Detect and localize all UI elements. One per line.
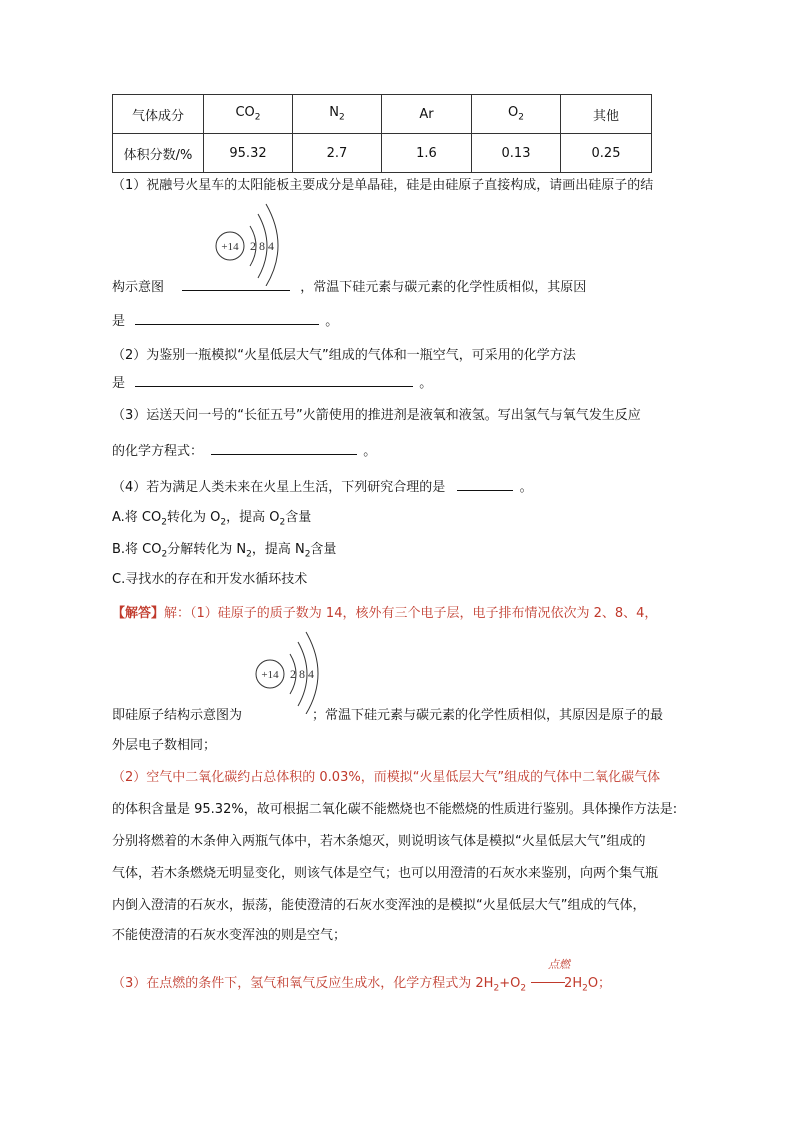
table-cell: 2.7 xyxy=(293,134,382,173)
q2-line1: （2）为鉴别一瓶模拟“火星低层大气”组成的气体和一瓶空气，可采用的化学方法 xyxy=(112,348,576,363)
answer-blank[interactable] xyxy=(211,442,357,455)
table-row xyxy=(113,95,652,134)
answer-p2: 即硅原子结构示意图为 ；常温下硅元素与碳元素的化学性质相似，其原因是原子的最 xyxy=(112,708,664,723)
table-cell: 95.32 xyxy=(204,134,293,173)
reaction-condition: 点燃 xyxy=(548,958,570,971)
atom-shells-label: 2 8 4 xyxy=(250,239,274,253)
q3-line2: 的化学方程式： 。 xyxy=(112,444,377,459)
answer-p3: 外层电子数相同； xyxy=(112,738,217,753)
table-cell: 1.6 xyxy=(382,134,472,173)
answer-p4: （2）空气中二氧化碳约占总体积的 0.03%，而模拟“火星低层大气”组成的气体中二氧化碳气体 xyxy=(112,770,661,785)
q1-line2: 构示意图 ，常温下硅元素与碳元素的化学性质相似，其原因 xyxy=(112,280,587,295)
q4-option-b: B.将 $CO_2$分解转化为 $N_2$，提高 $N_2$含量 xyxy=(112,542,337,560)
atom-shells-label: 2 8 4 xyxy=(290,667,314,681)
table-header-cell: $N_2$ xyxy=(293,95,382,134)
table-cell: 0.25 xyxy=(561,134,652,173)
answer-tag: 【解答】 xyxy=(112,606,165,621)
answer-p1: 【解答】解：（1）硅原子的质子数为 14，核外有三个电子层，电子排布情况依次为 2、8、4， xyxy=(112,606,658,621)
silicon-atom-diagram-question xyxy=(212,202,302,286)
q4-option-c: C.寻找水的存在和开发水循环技术 xyxy=(112,572,308,587)
table-header-cell: 气体成分 xyxy=(113,95,204,134)
q3-line1: （3）运送天问一号的“长征五号”火箭使用的推进剂是液氧和液氢。写出氢气与氧气发生反应 xyxy=(112,408,641,423)
answer-p7: 气体，若木条燃烧无明显变化，则该气体是空气；也可以用澄清的石灰水来鉴别，向两个集气瓶 xyxy=(112,866,659,881)
q4-line1: （4）若为满足人类未来在火星上生活，下列研究合理的是 。 xyxy=(112,480,533,495)
silicon-atom-diagram-answer xyxy=(252,630,342,714)
gas-composition-table xyxy=(112,94,652,173)
q1-line3: 是 。 xyxy=(112,314,339,329)
table-header-cell: 其他 xyxy=(561,95,652,134)
answer-blank[interactable] xyxy=(135,374,413,387)
atom-nucleus-label: +14 xyxy=(261,669,279,681)
answer-p8: 内倒入澄清的石灰水，振荡，能使澄清的石灰水变浑浊的是模拟“火星低层大气”组成的气体， xyxy=(112,898,646,913)
table-header-cell: $CO_2$ xyxy=(204,95,293,134)
table-header-cell: Ar xyxy=(382,95,472,134)
answer-blank[interactable] xyxy=(135,312,319,325)
q4-option-a: A.将 $CO_2$转化为 $O_2$，提高 $O_2$含量 xyxy=(112,510,312,528)
table-header-cell: $O_2$ xyxy=(472,95,561,134)
answer-p10: （3）在点燃的条件下，氢气和氧气反应生成水，化学方程式为 $2H_2+O_2$ $2H_2O$； xyxy=(112,976,612,994)
q2-line2: 是 。 xyxy=(112,376,433,391)
table-cell: 0.13 xyxy=(472,134,561,173)
q1-line1: （1）祝融号火星车的太阳能板主要成分是单晶硅，硅是由硅原子直接构成，请画出硅原子的结 xyxy=(112,178,654,193)
answer-p5: 的体积含量是 95.32%，故可根据二氧化碳不能燃烧也不能燃烧的性质进行鉴别。具体操作方法是: xyxy=(112,802,678,817)
table-cell: 体积分数/% xyxy=(113,134,204,173)
atom-nucleus-label: +14 xyxy=(221,241,239,253)
answer-blank[interactable] xyxy=(457,478,513,491)
answer-p9: 不能使澄清的石灰水变浑浊的则是空气； xyxy=(112,928,347,943)
answer-p6: 分别将燃着的木条伸入两瓶气体中，若木条熄灭，则说明该气体是模拟“火星低层大气”组成的 xyxy=(112,834,646,849)
answer-blank[interactable] xyxy=(182,278,290,291)
table-row xyxy=(113,134,652,173)
